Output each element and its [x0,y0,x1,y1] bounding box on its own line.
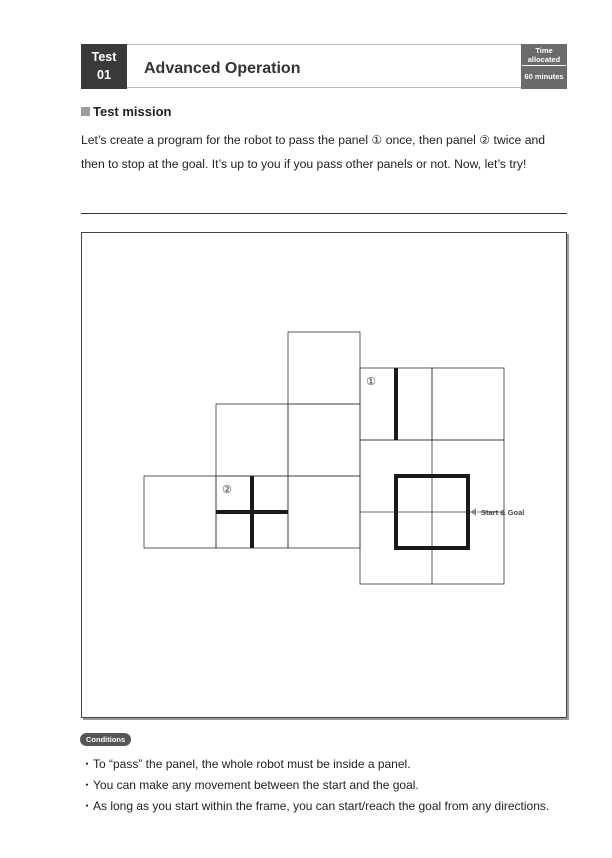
start-arrow-icon [470,509,476,516]
time-allocated-box [521,44,567,89]
course-diagram [82,233,566,717]
mission-heading-text: Test mission [93,104,172,119]
panel-1-marker: ① [366,375,376,388]
mission-line-2: then to stop at the goal. It’s up to you if you pass other panels or not. Now, let’s try! [81,157,527,171]
course-frame [81,232,567,718]
mission-line-1: Let’s create a program for the robot to pass the panel ① once, then panel ② twice and [81,133,546,147]
test-header [81,44,567,88]
panel-center [288,476,360,548]
test-number: 01 [97,68,111,82]
time-value: 60 minutes [524,72,564,81]
condition-item: ・As long as you start within the frame, you can start/reach the goal from any directions. [81,799,550,813]
panel-center-upper [288,404,360,476]
conditions-badge: Conditions [80,733,131,746]
divider [81,213,567,214]
panel-top [288,332,360,404]
time-label-line1: Time [535,46,553,55]
condition-item: ・You can make any movement between the start and the goal. [81,778,419,792]
page-title: Advanced Operation [144,60,301,77]
mission-text [81,128,571,176]
panel-2-marker: ② [222,483,232,496]
panel-left [144,476,216,548]
test-number-badge [81,44,127,89]
mission-heading [81,104,172,119]
test-label: Test [91,50,117,64]
conditions-list [81,754,549,817]
heading-square-icon [81,107,90,116]
panel-right-upper [432,368,504,440]
condition-item: ・To “pass” the panel, the whole robot must be inside a panel. [81,757,411,771]
panel-mid-upper [216,404,288,476]
start-goal-label: Start & Goal [481,508,525,517]
time-label-line2: allocated [527,55,561,64]
